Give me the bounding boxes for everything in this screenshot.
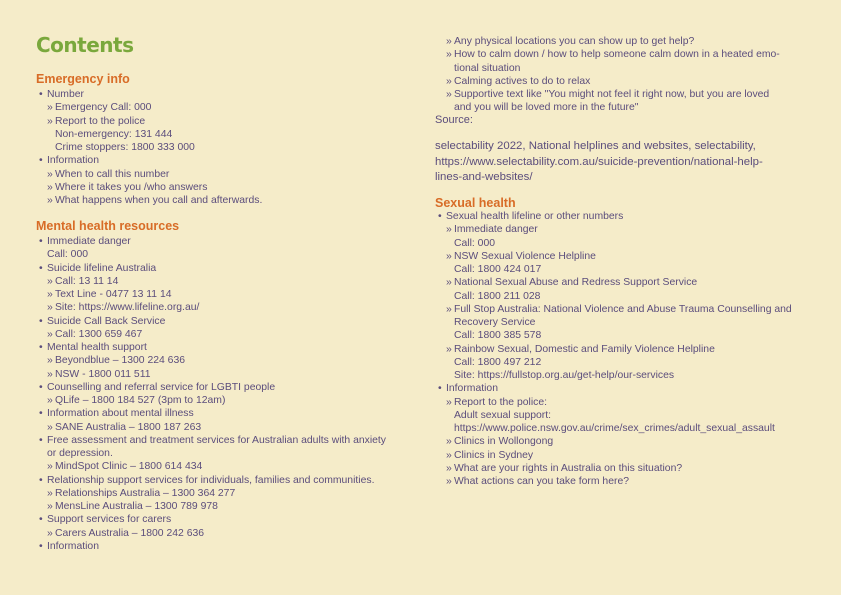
list-item: • Suicide Call Back Service xyxy=(36,315,165,328)
list-item: • Information about mental illness xyxy=(36,407,194,420)
sub-list-item: » How to calm down / how to help someone calm down in a heated emo- xyxy=(435,48,780,61)
sub-list-item: » Carers Australia – 1800 242 636 xyxy=(36,527,204,540)
source-line: selectability 2022, National helplines and websites, selectability, xyxy=(435,140,756,152)
sub-list-item: or depression. xyxy=(47,448,113,459)
list-item: • Information xyxy=(36,154,99,167)
sub-list-item: » Clinics in Sydney xyxy=(435,449,533,462)
sub-list-item: https://www.police.nsw.gov.au/crime/sex_crimes/adult_sexual_assault xyxy=(454,423,775,434)
emergency-heading: Emergency info xyxy=(36,72,130,86)
sub-list-item: » SANE Australia – 1800 187 263 xyxy=(36,421,201,434)
sub-list-item: » What actions can you take form here? xyxy=(435,475,629,488)
sub-list-item: Site: https://fullstop.org.au/get-help/our-services xyxy=(454,370,675,381)
sub-list-item: Call: 1800 211 028 xyxy=(454,290,541,302)
sub-list-item: » When to call this number xyxy=(36,168,169,181)
sub-list-item: » MindSpot Clinic – 1800 614 434 xyxy=(36,460,202,473)
sub-list-item: » Report to the police: xyxy=(435,396,547,409)
sub-list-item: » Report to the police xyxy=(36,115,145,128)
list-item: • Sexual health lifeline or other numbers xyxy=(435,210,623,223)
sub-list-item: Call: 1800 424 017 xyxy=(454,264,542,275)
sub-list-item: » Any physical locations you can show up to get help? xyxy=(435,35,694,48)
sub-list-item: tional situation xyxy=(454,62,521,74)
mental-health-heading: Mental health resources xyxy=(36,219,180,233)
list-item: • Support services for carers xyxy=(36,513,171,526)
list-item: • Information xyxy=(435,382,498,395)
sub-list-item: Call: 000 xyxy=(454,237,496,249)
sub-list-item: » Calming actives to do to relax xyxy=(435,75,590,88)
sub-list-item: Non-emergency: 131 444 xyxy=(55,128,173,140)
sub-list-item: and you will be loved more in the future" xyxy=(454,102,639,114)
sub-list-item: » Rainbow Sexual, Domestic and Family Violence Helpline xyxy=(435,343,715,356)
list-item: • Counselling and referral service for LGBTI people xyxy=(36,381,275,394)
page-title: Contents xyxy=(36,33,134,57)
sub-list-item: » NSW Sexual Violence Helpline xyxy=(435,250,596,263)
list-item: • Free assessment and treatment services for Australian adults with anxiety xyxy=(36,434,386,447)
sub-list-item: » Immediate danger xyxy=(435,223,538,236)
sub-list-item: » NSW - 1800 011 511 xyxy=(36,368,151,381)
list-item: • Suicide lifeline Australia xyxy=(36,262,156,275)
sub-list-item: » Text Line - 0477 13 11 14 xyxy=(36,288,172,301)
list-item: • Relationship support services for individuals, families and communities. xyxy=(36,474,374,487)
sub-list-item: » MensLine Australia – 1300 789 978 xyxy=(36,500,218,513)
sub-list-item: » Site: https://www.lifeline.org.au/ xyxy=(36,301,199,314)
sub-list-item: » Call: 13 11 14 xyxy=(36,275,118,288)
sub-list-item: » Relationships Australia – 1300 364 277 xyxy=(36,487,235,500)
sub-list-item: » Clinics in Wollongong xyxy=(435,435,553,448)
sub-list-item: Call: 1800 385 578 xyxy=(454,330,542,342)
list-item: • Immediate danger xyxy=(36,235,131,248)
sexual-health-heading: Sexual health xyxy=(435,196,516,210)
source-line: https://www.selectability.com.au/suicide-prevention/national-help- xyxy=(435,155,763,168)
sub-list-item: » Where it takes you /who answers xyxy=(36,181,207,194)
sub-list-item: Call: 000 xyxy=(47,249,89,261)
sub-list-item: » Call: 1300 659 467 xyxy=(36,328,142,341)
sub-list-item: Crime stoppers: 1800 333 000 xyxy=(55,142,195,153)
list-item: • Mental health support xyxy=(36,341,147,354)
sub-list-item: » What happens when you call and afterwards. xyxy=(36,194,262,207)
sub-list-item: » Supportive text like "You might not feel it right now, but you are loved xyxy=(435,88,769,101)
sub-list-item: » Full Stop Australia: National Violence and Abuse Trauma Counselling and xyxy=(435,303,792,316)
sub-list-item: » QLife – 1800 184 527 (3pm to 12am) xyxy=(36,394,225,407)
sub-list-item: Call: 1800 497 212 xyxy=(454,356,542,368)
sub-list-item: » Beyondblue – 1300 224 636 xyxy=(36,354,185,367)
sub-list-item: » National Sexual Abuse and Redress Support Service xyxy=(435,276,697,289)
source-line: lines-and-websites/ xyxy=(435,171,533,183)
list-item: • Information xyxy=(36,540,99,553)
sub-list-item: Recovery Service xyxy=(454,317,536,328)
sub-list-item: Adult sexual support: xyxy=(454,409,552,421)
sub-list-item: » What are your rights in Australia on this situation? xyxy=(435,462,682,475)
source-label: Source: xyxy=(435,114,473,126)
sub-list-item: » Emergency Call: 000 xyxy=(36,101,151,114)
list-item: • Number xyxy=(36,88,84,101)
